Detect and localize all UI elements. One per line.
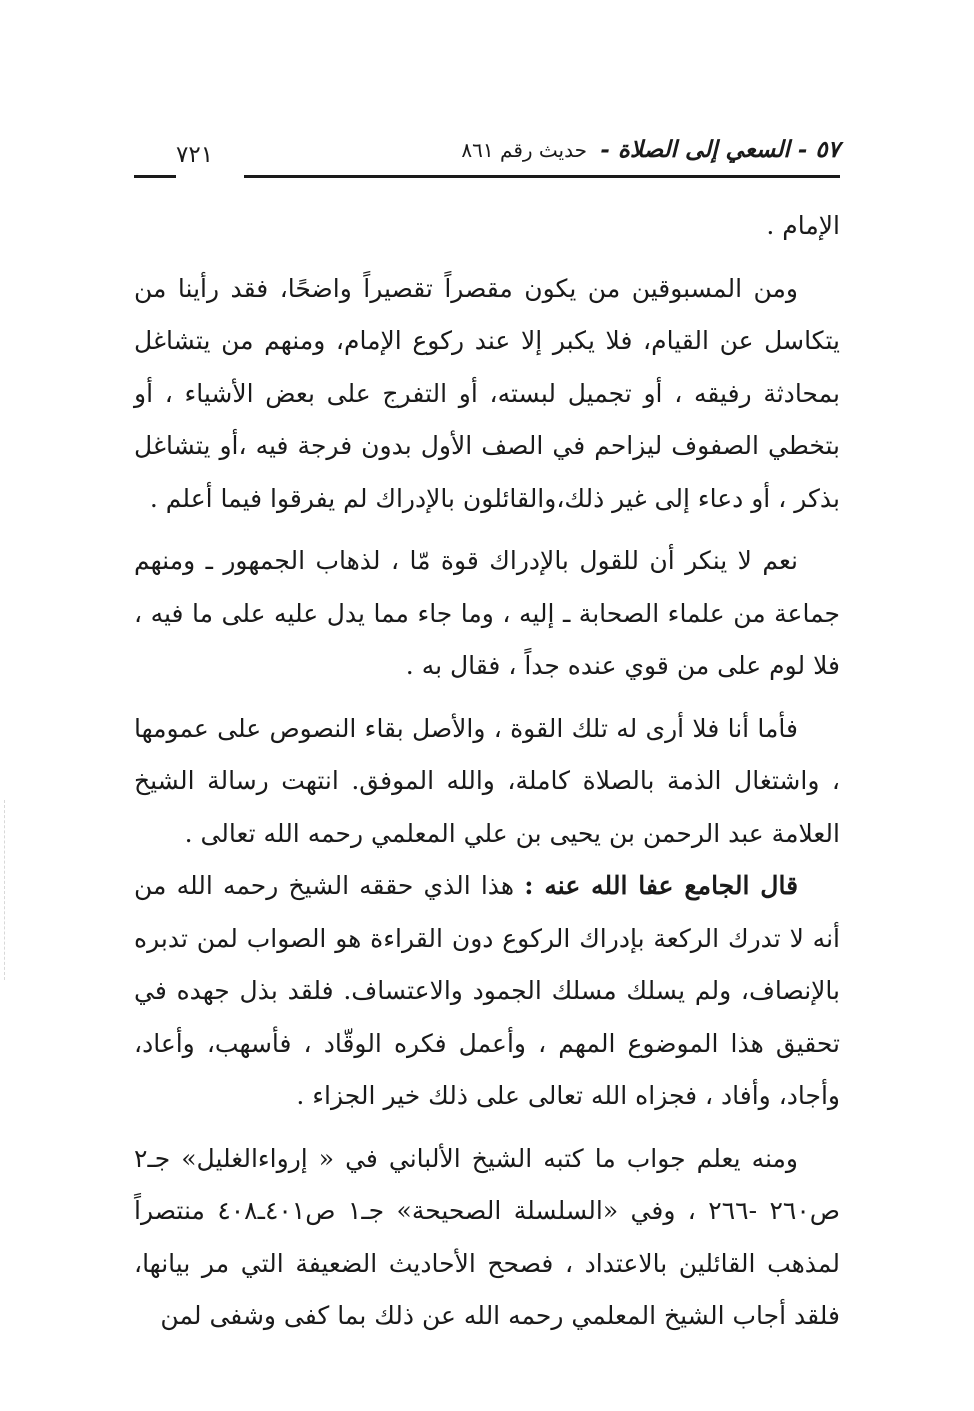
binding-edge <box>4 800 5 980</box>
page-number: ٧٢١ <box>176 142 214 168</box>
paragraph-continuation: الإمام . <box>766 211 840 240</box>
body-text <box>134 200 840 1343</box>
paragraph: فأما أنا فلا أرى له تلك القوة ، والأصل بقاء النصوص على عمومها ، واشتغال الذمة بالصلاة كاملة، والله الموفق. انتهت رسالة الشيخ العلامة عبد الرحمن بن يحيى بن علي المعلمي رحمه الله تعالى . <box>134 713 840 848</box>
header-rule <box>244 175 840 178</box>
chapter-title: ٥٧ - السعي إلى الصلاة - <box>600 136 840 163</box>
speaker-label: قال الجامع عفا الله عنه : <box>524 871 799 900</box>
compiler-note-text: هذا الذي حققه الشيخ رحمه الله من أنه لا تدرك الركعة بإدراك الركوع دون القراءة هو الصواب لمن تدبره بالإنصاف، ولم يسلك مسلك الجمود والاعتساف. فلقد بذل جهده في تحقيق هذا الموضوع المهم ، وأعمل فكره الوقّاد ، فأسهب، وأعاد، وأجاد، وأفاد ، فجزاه الله تعالى على ذلك خير الجزاء . <box>134 871 840 1110</box>
paragraph: ومن المسبوقين من يكون مقصراً تقصيراً واضحًا، فقد رأينا من يتكاسل عن القيام، فلا يكبر إلا عند ركوع الإمام، ومنهم من يتشاغل بمحادثة رفيقه ، أو تجميل لبسته، أو التفرج على بعض الأشياء ، أو بتخطي الصفوف ليزاحم في الصف الأول بدون فرجة فيه ،أو يتشاغل بذكر ، أو دعاء إلى غير ذلك،والقائلون بالإدراك لم يفرقوا فيما أعلم . <box>134 273 840 513</box>
header-title <box>461 136 840 163</box>
paragraph: نعم لا ينكر أن للقول بالإدراك قوة مّا ، لذهاب الجمهور ـ ومنهم جماعة من علماء الصحابة ـ إليه ، وما جاء مما يدل عليه على ما فيه ، فلا لوم على من قوي عنده جداً ، فقال به . <box>134 546 840 680</box>
paragraph: ومنه يعلم جواب ما كتبه الشيخ الألباني في « إرواءالغليل» جـ٢ ص٢٦٠ -٢٦٦ ، وفي «السلسلة الصحيحة» جـ١ ص٤٠١ـ٤٠٨ منتصراً لمذهب القائلين بالاعتداد ، فصحح الأحاديث الضعيفة التي مر بيانها، فلقد أجاب الشيخ المعلمي رحمه الله عن ذلك بما كفى وشفى لمن <box>134 1143 840 1330</box>
paragraph-compiler-note <box>134 860 840 1123</box>
running-header <box>134 134 840 182</box>
header-rule-short <box>134 175 176 178</box>
hadith-reference: حديث رقم ٨٦١ <box>461 138 587 162</box>
